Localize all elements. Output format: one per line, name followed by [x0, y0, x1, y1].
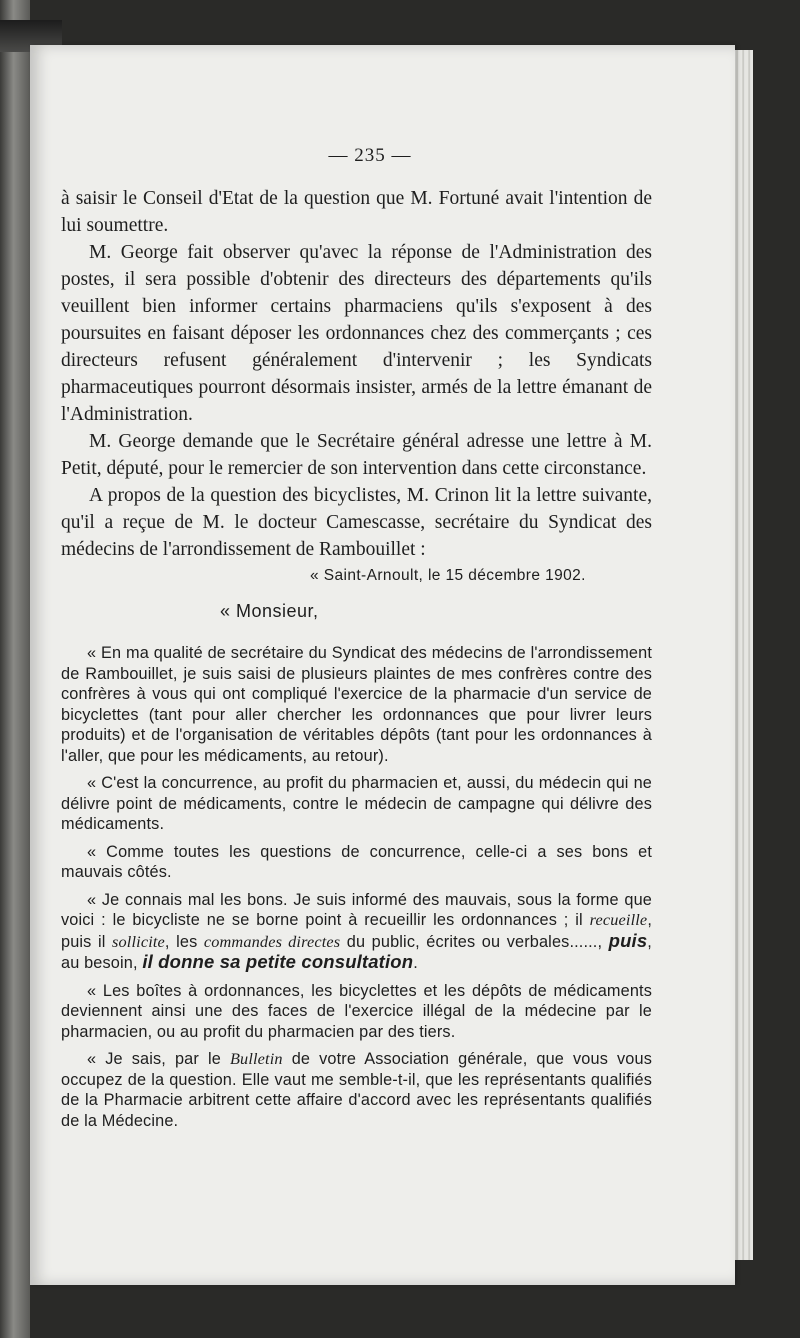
letter-p6-text-b: de votre Association générale, que vous vous occupez de la question. Elle vaut me semble-t-il, que les représentants qualifiés de la Pharmacie arbitrent cette affaire d'accord avec les représentants qualifiés de la Médecine.: [61, 1050, 652, 1130]
letter-p4-text-a: « Je connais mal les bons. Je suis informé des mauvais, sous la forme que voici : le bicycliste ne se borne point à recueillir les ordonnances ; il: [61, 890, 652, 929]
letter-paragraph-4: [61, 890, 652, 974]
paragraph-2: M. George fait observer qu'avec la réponse de l'Administration des postes, il sera possible d'obtenir des directeurs des départements qu'ils veuillent bien informer certains pharmaciens qu'ils s'exposent à des poursuites en faisant déposer les ordonnances chez des commerçants ; ces directeurs refusent généralement d'intervenir ; les Syndicats pharmaceutiques pourront désormais insister, armés de la lettre émanant de l'Administration.: [61, 242, 652, 425]
letter-p6-text-a: « Je sais, par le: [87, 1050, 230, 1068]
body-text: [61, 185, 652, 563]
letter-p4-text-e: , au besoin,: [61, 932, 652, 972]
letter-p4-text-b: , puis il: [61, 911, 652, 951]
letter-p4-italic-recueille: recueille: [589, 910, 648, 929]
paragraph-3: M. George demande que le Secrétaire général adresse une lettre à M. Petit, député, pour le remercier de son intervention dans cette circonstance.: [61, 431, 652, 479]
letter-p4-text-d: du public, écrites ou verbales......,: [340, 932, 609, 951]
page-number: — 235 —: [328, 145, 412, 166]
letter-p4-text-f: .: [413, 954, 418, 972]
letter-paragraph-3: « Comme toutes les questions de concurrence, celle-ci a ses bons et mauvais côtés.: [61, 842, 652, 881]
letter-p4-text-c: , les: [164, 932, 204, 951]
letter-p4-bold-puis: puis: [608, 929, 648, 951]
letter-p4-italic-commandes: commandes directes: [203, 931, 341, 951]
letter-p4-bold-consultation: il donne sa petite consultation: [142, 951, 414, 972]
letter-dateline: « Saint-Arnoult, le 15 décembre 1902.: [310, 567, 586, 584]
letter-paragraph-1: « En ma qualité de secrétaire du Syndicat des médecins de l'arrondissement de Rambouillet, je suis saisi de plusieurs plaintes de mes confrères contre des confrères à vous qui ont compliqué l'exercice de la pharmacie d'un service de bicyclettes (tant pour aller chercher les ordonnances que pour livrer leurs produits) et de l'organisation de véritables dépôts (tant pour les ordonnances à l'aller, que pour les médicaments, au retour).: [61, 644, 652, 765]
paragraph-1: à saisir le Conseil d'Etat de la question que M. Fortuné avait l'intention de lui soumettre.: [61, 188, 652, 236]
letter-p4-italic-sollicite: sollicite: [112, 931, 165, 951]
letter-paragraph-5: « Les boîtes à ordonnances, les bicyclettes et les dépôts de médicaments deviennent ainsi une des faces de l'exercice illégal de la médecine par le pharmacien, ou au profit du pharmacien par des tiers.: [61, 981, 652, 1041]
letter-salutation: « Monsieur,: [220, 601, 319, 621]
book-left-edge: [0, 0, 30, 1338]
letter-body: [61, 643, 652, 1138]
letter-p6-italic-bulletin: Bulletin: [229, 1049, 283, 1068]
letter-paragraph-2: « C'est la concurrence, au profit du pharmacien et, aussi, du médecin qui ne délivre point de médicaments, contre le médecin de campagne qui délivre des médicaments.: [61, 774, 652, 833]
book-page: [30, 45, 735, 1285]
letter-paragraph-6: [61, 1049, 652, 1131]
paragraph-4: A propos de la question des bicyclistes, M. Crinon lit la lettre suivante, qu'il a reçue de M. le docteur Camescasse, secrétaire du Syndicat des médecins de l'arrondissement de Rambouillet :: [61, 485, 652, 560]
